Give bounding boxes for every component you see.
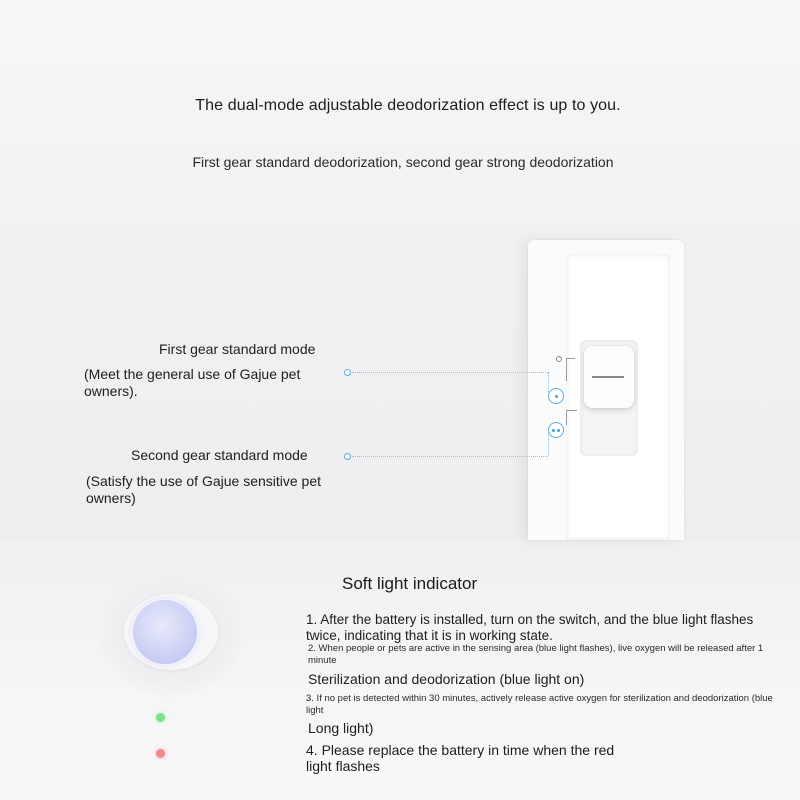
mode-one-icon [548, 388, 564, 404]
indicator-item: 3. If no pet is detected within 30 minutes, actively release active oxygen for sterilization and deodorization (blue light [306, 693, 773, 716]
indicator-line [566, 410, 577, 425]
mode-two-icon [548, 422, 564, 438]
off-indicator-icon [556, 356, 562, 362]
leader-dot-icon [344, 369, 351, 376]
indicator-title: Soft light indicator [342, 574, 478, 593]
headline: The dual-mode adjustable deodorization effect is up to you. [195, 97, 621, 114]
indicator-item: 1. After the battery is installed, turn on the switch, and the blue light flashes twice, indicating that it is in working state. [306, 612, 754, 643]
mode-two-label: Second gear standard mode [131, 447, 308, 463]
leader-line [352, 456, 548, 457]
green-led-icon [156, 713, 165, 722]
mode-two-description: (Satisfy the use of Gajue sensitive pet owners) [86, 473, 322, 506]
leader-line [352, 372, 548, 373]
motion-sensor-icon [133, 600, 197, 664]
leader-dot-icon [344, 453, 351, 460]
indicator-item: 2. When people or pets are active in the sensing area (blue light flashes), live oxygen will be released after 1 minute [308, 643, 764, 666]
leader-line [548, 430, 549, 456]
mode-one-label: First gear standard mode [159, 341, 316, 357]
subheadline: First gear standard deodorization, second gear strong deodorization [192, 154, 614, 170]
indicator-item: 4. Please replace the battery in time when the red light flashes [306, 742, 615, 774]
switch-line-icon [592, 376, 624, 378]
leader-line [548, 372, 549, 396]
mode-one-description: (Meet the general use of Gajue pet owners). [84, 366, 301, 399]
indicator-item: Long light) [308, 720, 374, 736]
red-led-icon [156, 749, 165, 758]
indicator-line [566, 358, 575, 381]
indicator-item: Sterilization and deodorization (blue light on) [308, 671, 585, 687]
